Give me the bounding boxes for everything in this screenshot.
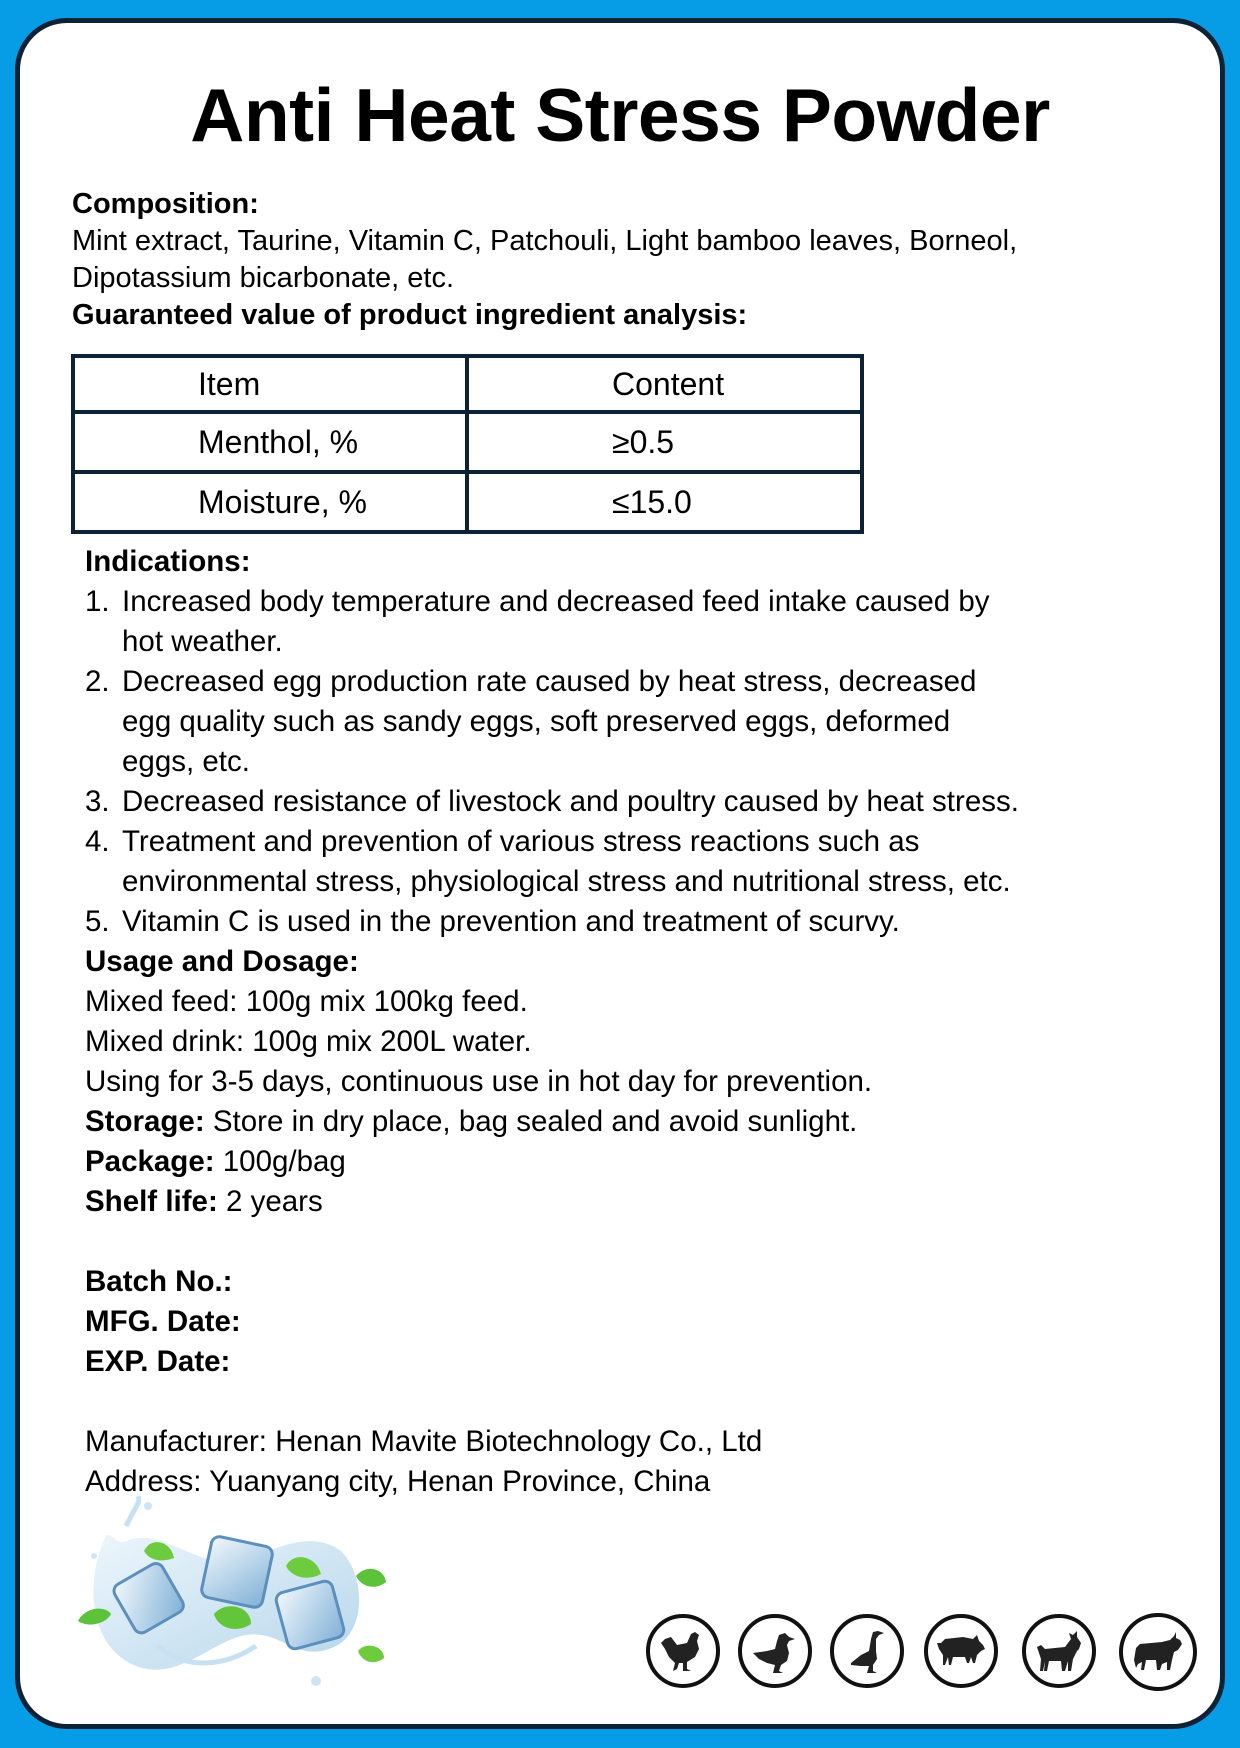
- indication-item: [85, 662, 1019, 782]
- analysis-heading: Guaranteed value of product ingredient analysis:: [72, 299, 748, 331]
- indication-item: [85, 822, 1019, 902]
- chicken-icon: [646, 1614, 720, 1688]
- goat-icon: [1022, 1614, 1096, 1688]
- column-header-content: Content: [467, 356, 862, 412]
- package-label: Package:: [85, 1145, 215, 1178]
- indication-number: 4.: [85, 825, 110, 858]
- cattle-icon: [1119, 1613, 1197, 1691]
- usage-line: Mixed drink: 100g mix 200L water.: [85, 1025, 532, 1058]
- duck-icon: [738, 1614, 812, 1688]
- indication-number: 3.: [85, 785, 110, 818]
- exp-date-label: EXP. Date:: [85, 1345, 231, 1378]
- indication-text: environmental stress, physiological stress and nutritional stress, etc.: [122, 865, 1011, 898]
- indication-text: hot weather.: [122, 625, 283, 658]
- table-row: [73, 472, 862, 532]
- indication-text: Treatment and prevention of various stress reactions such as: [122, 825, 920, 858]
- storage-value: Store in dry place, bag sealed and avoid sunlight.: [204, 1105, 858, 1138]
- composition-heading: Composition:: [72, 188, 259, 220]
- indication-number: 1.: [85, 585, 110, 618]
- address-line: Address: Yuanyang city, Henan Province, China: [85, 1465, 711, 1498]
- indication-text: Decreased resistance of livestock and poultry caused by heat stress.: [122, 785, 1019, 818]
- shelf-life-line: [85, 1182, 872, 1222]
- product-title: Anti Heat Stress Powder: [190, 73, 1050, 157]
- usage-line: Using for 3-5 days, continuous use in hot day for prevention.: [85, 1065, 873, 1098]
- shelf-life-value: 2 years: [217, 1185, 323, 1218]
- table-row: [73, 412, 862, 472]
- goose-icon: [830, 1614, 904, 1688]
- spacer: [85, 1222, 872, 1262]
- indication-text: Increased body temperature and decreased feed intake caused by: [122, 585, 990, 618]
- indication-item: [85, 582, 1019, 662]
- package-line: [85, 1142, 872, 1182]
- indication-item: [85, 902, 1019, 942]
- indication-text: eggs, etc.: [122, 745, 250, 778]
- spacer: [85, 1382, 872, 1422]
- table-cell-item: Menthol, %: [73, 412, 467, 472]
- shelf-life-label: Shelf life:: [85, 1185, 218, 1218]
- storage-line: [85, 1102, 872, 1142]
- composition-line: Dipotassium bicarbonate, etc.: [72, 262, 455, 294]
- indications-heading: Indications:: [85, 545, 251, 578]
- storage-label: Storage:: [85, 1105, 205, 1138]
- ice-mint-splash-image: [66, 1496, 400, 1706]
- indication-number: 5.: [85, 905, 110, 938]
- batch-no-label: Batch No.:: [85, 1265, 233, 1298]
- indication-text: Vitamin C is used in the prevention and treatment of scurvy.: [122, 905, 900, 938]
- table-header-row: [73, 356, 862, 412]
- indication-text: Decreased egg production rate caused by heat stress, decreased: [122, 665, 977, 698]
- indication-text: egg quality such as sandy eggs, soft preserved eggs, deformed: [122, 705, 951, 738]
- indication-number: 2.: [85, 665, 110, 698]
- column-header-item: Item: [73, 356, 467, 412]
- mfg-date-label: MFG. Date:: [85, 1305, 241, 1338]
- composition-section: [72, 185, 1017, 333]
- indication-item: [85, 782, 1019, 822]
- usage-line: Mixed feed: 100g mix 100kg feed.: [85, 985, 528, 1018]
- usage-section: [85, 942, 872, 1502]
- manufacturer-line: Manufacturer: Henan Mavite Biotechnology Co., Ltd: [85, 1425, 763, 1458]
- indications-section: [85, 542, 1019, 942]
- table-cell-content: ≥0.5: [467, 412, 862, 472]
- table-cell-content: ≤15.0: [467, 472, 862, 532]
- table-cell-item: Moisture, %: [73, 472, 467, 532]
- usage-heading: Usage and Dosage:: [85, 945, 359, 978]
- package-value: 100g/bag: [214, 1145, 346, 1178]
- composition-line: Mint extract, Taurine, Vitamin C, Patchouli, Light bamboo leaves, Borneol,: [72, 225, 1018, 257]
- pig-icon: [924, 1614, 998, 1688]
- ingredient-analysis-table: [71, 354, 864, 534]
